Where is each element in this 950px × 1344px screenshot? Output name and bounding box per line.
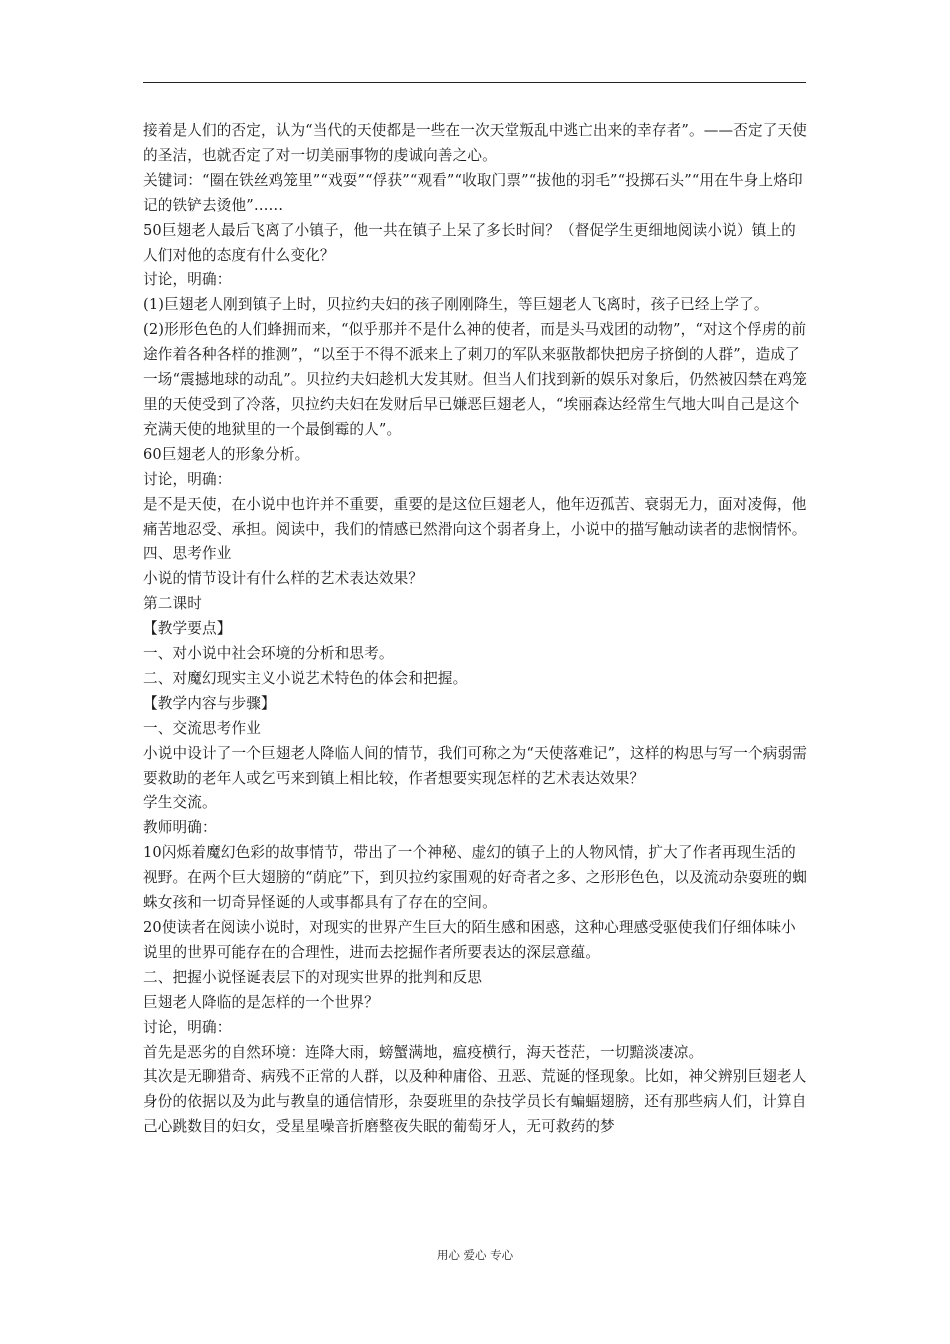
paragraph: 二、对魔幻现实主义小说艺术特色的体会和把握。 <box>143 669 468 687</box>
section-heading: 二、把握小说怪诞表层下的对现实世界的批判和反思 <box>143 968 483 986</box>
paragraph: 10闪烁着魔幻色彩的故事情节，带出了一个神秘、虚幻的镇子上的人物风情，扩大了作者再现生活的视野。在两个巨大翅膀的“荫庇”下，到贝拉约家围观的好奇者之多、之形形色色，以及流动杂耍班的蜘蛛女孩和一切奇异怪诞的人或事都具有了存在的空间。 <box>143 844 807 912</box>
paragraph: 关键词：“圈在铁丝鸡笼里”“戏耍”“俘获”“观看”“收取门票”“拔他的羽毛”“投掷石头”“用在牛身上烙印记的铁铲去烫他”…… <box>143 171 803 214</box>
section-heading: 第二课时 <box>143 595 202 613</box>
paragraph: 讨论，明确： <box>143 1018 232 1036</box>
paragraph: 是不是天使，在小说中也许并不重要，重要的是这位巨翅老人，他年迈孤苦、衰弱无力，面对凌侮，他痛苦地忍受、承担。阅读中，我们的情感已然滑向这个弱者身上，小说中的描写触动读者的悲悯情怀。 <box>143 495 807 538</box>
paragraph: 一、对小说中社会环境的分析和思考。 <box>143 645 394 663</box>
page-footer: 用心 爱心 专心 <box>436 1248 514 1262</box>
paragraph: 巨翅老人降临的是怎样的一个世界？ <box>143 993 379 1011</box>
paragraph: 20使读者在阅读小说时，对现实的世界产生巨大的陌生感和困惑，这种心理感受驱使我们仔细体味小说里的世界可能存在的合理性，进而去挖掘作者所要表达的深层意蕴。 <box>143 919 796 961</box>
paragraph: 学生交流。 <box>143 794 217 812</box>
section-heading: 四、思考作业 <box>143 545 232 563</box>
paragraph: 首先是恶劣的自然环境：连降大雨，螃蟹满地，瘟疫横行，海天苍茫，一切黯淡凄凉。 <box>143 1043 704 1061</box>
paragraph: 其次是无聊猎奇、病残不正常的人群，以及种种庸俗、丑恶、荒诞的怪现象。比如，神父辨别巨翅老人身份的依据以及为此与教皇的通信情形，杂耍班里的杂技学员长有蝙蝠翅膀，还有那些病人们，计算自己心跳数目的妇女，受星星噪音折磨整夜失眠的葡萄牙人，无可救药的梦 <box>143 1068 807 1136</box>
paragraph: 讨论，明确： <box>143 470 232 488</box>
document-body <box>143 119 808 1140</box>
section-heading: 【教学内容与步骤】 <box>143 694 276 712</box>
paragraph: (1)巨翅老人刚到镇子上时，贝拉约夫妇的孩子刚刚降生，等巨翅老人飞离时，孩子已经上学了。 <box>143 296 769 314</box>
section-heading: 【教学要点】 <box>143 620 232 638</box>
paragraph: 讨论，明确： <box>143 271 232 289</box>
paragraph: 小说的情节设计有什么样的艺术表达效果？ <box>143 570 424 588</box>
paragraph: 小说中设计了一个巨翅老人降临人间的情节，我们可称之为“天使落难记”，这样的构思与写一个病弱需要救助的老年人或乞丐来到镇上相比较，作者想要实现怎样的艺术表达效果？ <box>143 744 807 787</box>
paragraph: 60巨翅老人的形象分析。 <box>143 445 310 463</box>
paragraph: (2)形形色色的人们蜂拥而来，“似乎那并不是什么神的使者，而是头马戏团的动物”，“对这个俘虏的前途作着各种各样的推测”，“以至于不得不派来上了刺刀的军队来驱散都快把房子挤倒的人群”，造成了一场“震撼地球的动乱”。贝拉约夫妇趁机大发其财。但当人们找到新的娱乐对象后，仍然被囚禁在鸡笼里的天使受到了冷落，贝拉约夫妇在发财后早已嫌恶巨翅老人，“埃丽森达经常生气地大叫自己是这个充满天使的地狱里的一个最倒霉的人”。 <box>143 321 807 438</box>
paragraph: 50巨翅老人最后飞离了小镇子，他一共在镇子上呆了多长时间？（督促学生更细地阅读小说）镇上的人们对他的态度有什么变化？ <box>143 221 796 264</box>
header-rule <box>143 82 806 83</box>
section-heading: 一、交流思考作业 <box>143 719 261 737</box>
paragraph: 接着是人们的否定，认为“当代的天使都是一些在一次天堂叛乱中逃亡出来的幸存者”。——否定了天使的圣洁，也就否定了对一切美丽事物的虔诚向善之心。 <box>143 122 807 164</box>
paragraph: 教师明确： <box>143 819 217 837</box>
